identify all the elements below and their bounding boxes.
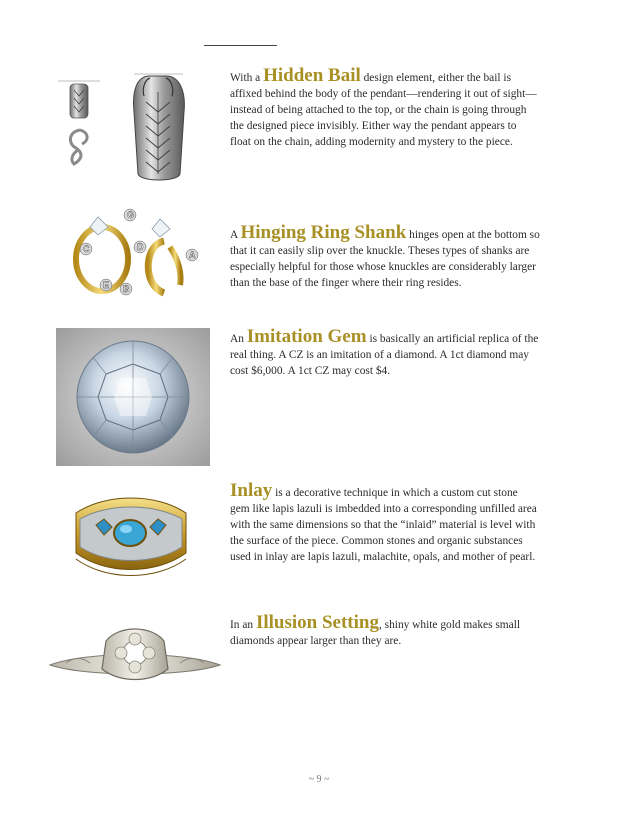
imitation-gem-image xyxy=(56,328,210,466)
hinge-label-e: E xyxy=(103,280,110,290)
illusion-setting-entry xyxy=(230,612,540,649)
inlay-ring-image xyxy=(66,483,196,588)
hinge-label-b: B xyxy=(123,284,130,294)
hinging-shank-term: Hinging Ring Shank xyxy=(240,222,407,243)
illusion-setting-image xyxy=(46,607,224,697)
page-number: ~ 9 ~ xyxy=(308,774,330,785)
hidden-bail-term: Hidden Bail xyxy=(263,65,361,86)
hinge-label-g: G xyxy=(127,210,135,220)
hidden-bail-definition: design element, either the bail is affixed behind the body of the pendant—rendering it out of sight—instead of being attached to the top, or the chain is going through the designed piece invisibly. Either way the pendant appears to float on the chain, adding modernity and mystery to the piece. xyxy=(230,72,537,149)
illusion-setting-definition: , shiny white gold makes small diamonds appear larger than they are. xyxy=(230,619,521,648)
inlay-definition: is a decorative technique in which a custom cut stone gem like lapis lazuli is imbedded into a corresponding unfilled area with the same dimensions so that the “inlaid” material is level with the surface of the piece. Common stones and organic substances used in inlay are lapis lazuli, malachite, opals, and mother of pearl. xyxy=(230,487,537,564)
entry-lead: With a xyxy=(230,72,264,84)
hinge-label-c: C xyxy=(83,244,90,254)
imitation-gem-definition: is basically an artificial replica of the real thing. A CZ is an imitation of a diamond. A 1ct diamond may cost $6,000. A 1ct CZ may cost $4. xyxy=(230,333,539,378)
entry-lead: In an xyxy=(230,619,256,631)
entry-lead: An xyxy=(230,333,247,345)
hinge-label-d: D xyxy=(137,242,144,252)
imitation-gem-term: Imitation Gem xyxy=(246,326,367,347)
hidden-bail-image xyxy=(58,62,208,187)
inlay-term: Inlay xyxy=(230,480,273,501)
imitation-gem-entry xyxy=(230,326,540,379)
hinging-shank-image xyxy=(66,207,206,302)
hinge-label-a: A xyxy=(189,250,196,260)
inlay-entry xyxy=(230,480,540,565)
hidden-bail-entry xyxy=(230,65,540,150)
illusion-setting-term: Illusion Setting xyxy=(255,612,379,633)
top-rule xyxy=(204,45,277,46)
hinging-shank-entry xyxy=(230,222,540,291)
hinging-shank-definition: hinges open at the bottom so that it can easily slip over the knuckle. Theses types of shanks are especially helpful for those whose knuckles are considerably larger than the base of the finger where their ring resides. xyxy=(230,229,540,290)
entry-lead: A xyxy=(230,229,241,241)
